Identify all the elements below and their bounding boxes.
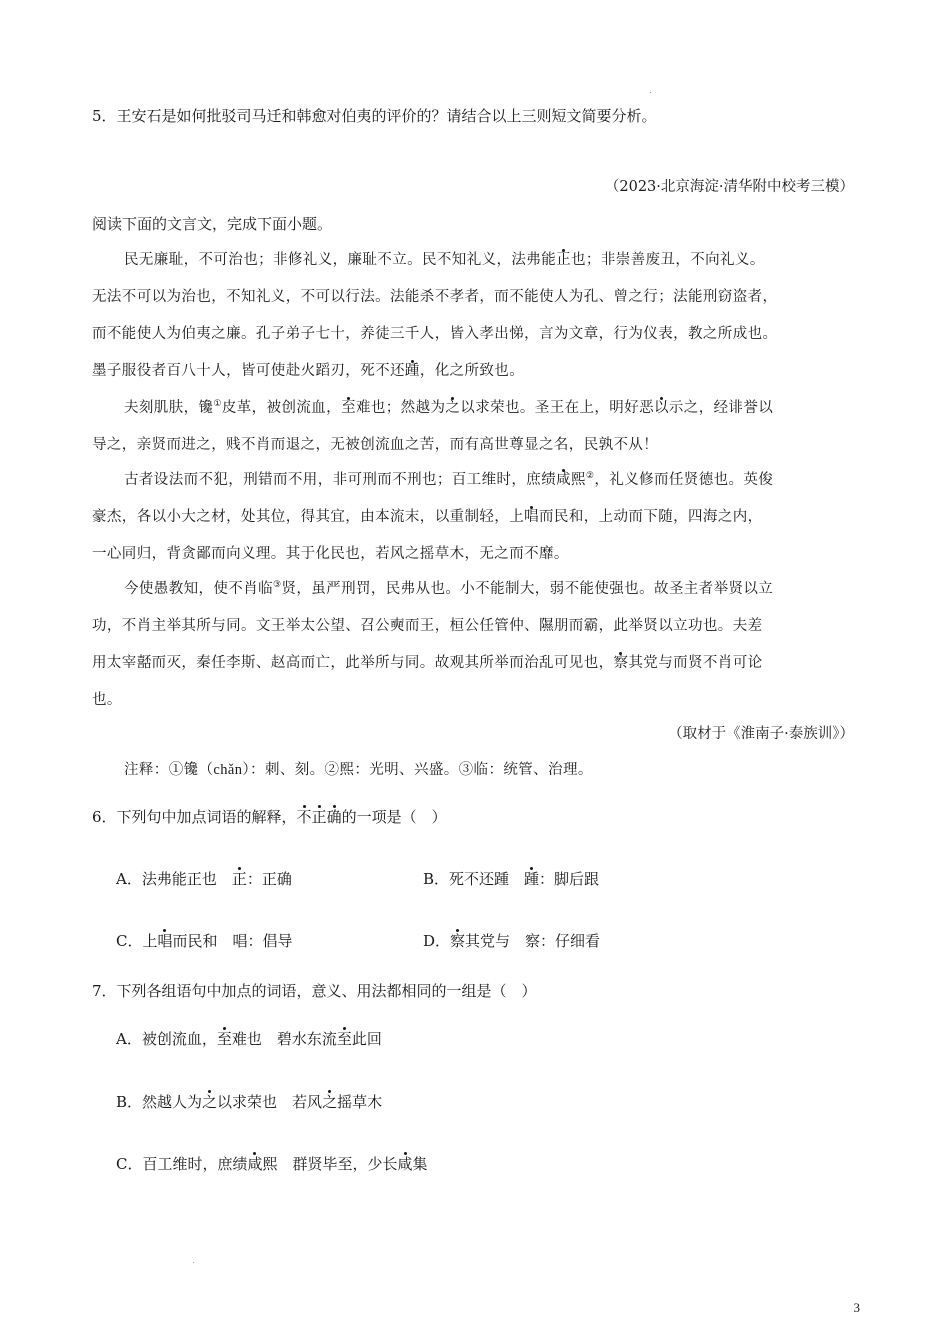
dotted-char: 至 [341, 400, 356, 416]
passage-line: 墨子服役者百八十人，皆可使赴火蹈刃，死不还踵，化之所致也。 [92, 363, 525, 379]
passage-source: （取材于《淮南子·泰族训》） [668, 726, 854, 742]
q7-option-a[interactable]: A．被创流血，至难也 碧水东流至此回 [116, 1030, 382, 1048]
footnote-mark: ③ [273, 580, 282, 591]
passage-line: 一心同归，背贪鄙而向义理。其于化民也，若风之摇草木，无之而不靡。 [92, 546, 569, 562]
dotted-char: 咸 [556, 472, 572, 488]
dotted-char: 至 [336, 1030, 352, 1048]
dotted-char: 之 [202, 1093, 218, 1111]
q6-option-c[interactable]: C．上唱而民和 唱：倡导 [116, 932, 293, 950]
footnote-mark: ① [213, 399, 222, 410]
passage-line: 也。 [92, 692, 122, 708]
footnotes: 注释：①镵（chǎn）：刺、刻。②熙：光明、兴盛。③临：统管、治理。 [124, 762, 593, 778]
passage-line: 导之，亲贤而进之，贱不肖而退之，无被创流血之苦，而有高世尊显之名，民孰不从！ [92, 437, 659, 453]
dotted-char: 正 [231, 870, 247, 888]
passage-line: 今使愚教知，使不肖临③贤，虽严刑罚，民弗从也。小不能制大，弱不能使强也。故圣主者举贤以立 [124, 580, 774, 597]
passage-line: 豪杰，各以小大之材，处其位，得其宜，由本流末，以重制轻，上唱而民和，上动而下随，四海之内， [92, 509, 763, 525]
q7-option-b[interactable]: B．然越人为之以求荣也 若风之摇草木 [116, 1093, 383, 1111]
passage-line: 而不能使人为伯夷之廉。孔子弟子七十，养徒三千人，皆入孝出悌，言为文章，行为仪表，教之所成也。 [92, 326, 778, 342]
dotted-char: 之 [322, 1093, 338, 1111]
passage-line: 功，不肖主举其所与同。文王举太公望、召公奭而王，桓公任管仲、隰朋而霸，此举贤以立功也。夫差 [92, 618, 763, 634]
passage-line: 无法不可以为治也，不知礼义，不可以行法。法能杀不孝者，而不能使人为孔、曾之行；法能刑窃盗者， [92, 289, 778, 305]
passage-line: 用太宰嚭而灭，秦任李斯、赵高而亡，此举所与同。故观其所举而治乱可见也，察其党与而贤不肖可论 [92, 655, 763, 671]
question-5: 5．王安石是如何批驳司马迁和韩愈对伯夷的评价的？请结合以上三则短文简要分析。 [92, 107, 657, 125]
dotted-char: 唱 [157, 932, 173, 950]
footnote-mark: ② [585, 471, 595, 482]
source-header: （2023·北京海淀·清华附中校考三模） [604, 179, 854, 195]
dotted-char: 至 [216, 1030, 232, 1048]
dotted-char: 踵 [524, 870, 540, 888]
dotted-char: 确 [326, 808, 342, 826]
page-number: 3 [853, 1300, 860, 1315]
dotted-char: 咸 [397, 1155, 413, 1173]
dotted-char: 唱 [524, 509, 540, 525]
passage-line: 夫刻肌肤，镵①皮革，被创流血，至难也；然越为之以求荣也。圣王在上，明好恶以示之，经诽誉以 [124, 399, 774, 416]
dotted-char: 踵 [404, 363, 420, 379]
q6-option-d[interactable]: D．察其党与 察：仔细看 [423, 932, 601, 950]
q7-option-c[interactable]: C．百工维时，庶绩咸熙 群贤毕至，少长咸集 [116, 1155, 428, 1173]
dotted-char: 之 [445, 400, 461, 416]
dotted-char: 以 [654, 400, 669, 416]
scan-speck [193, 1262, 194, 1263]
dotted-char: 正 [556, 252, 572, 268]
dotted-char: 咸 [247, 1155, 263, 1173]
dotted-char: 察 [613, 655, 629, 671]
dotted-char: 不 [296, 808, 312, 826]
q6-option-a[interactable]: A．法弗能正也 正：正确 [116, 870, 292, 888]
reading-instruction: 阅读下面的文言文，完成下面小题。 [92, 215, 333, 233]
dotted-char: 正 [311, 808, 327, 826]
dotted-char: 察 [450, 932, 466, 950]
passage-line: 民无廉耻，不可治也；非修礼义，廉耻不立。民不知礼义，法弗能正也；非崇善废丑，不向礼义。 [124, 252, 765, 268]
q6-option-b[interactable]: B．死不还踵 踵：脚后跟 [423, 870, 600, 888]
question-7-stem: 7．下列各组语句中加点的词语，意义、用法都相同的一组是（ ） [92, 982, 537, 1000]
scan-speck [650, 92, 651, 93]
passage-line: 古者设法而不犯，刑错而不用，非可刑而不刑也；百工维时，庶绩咸熙②，礼义修而任贤德也。英俊 [124, 471, 774, 488]
question-6-stem: 6．下列句中加点词语的解释，不正确的一项是（ ） [92, 808, 447, 826]
